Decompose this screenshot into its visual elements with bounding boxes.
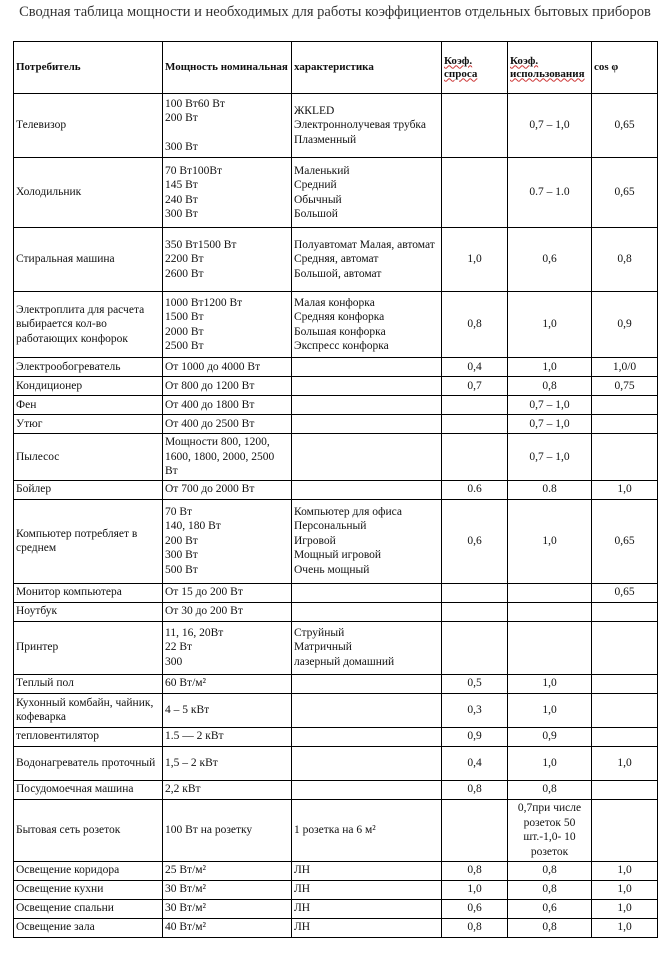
cell-characteristic: Малая конфорка Средняя конфорка Большая конфорка Экспресс конфорка [292,292,442,358]
cell-consumer: Принтер [14,621,163,674]
cell-cos: 0,65 [592,499,658,583]
header-demand [442,42,508,94]
table-row [14,727,658,746]
table-row [14,377,658,396]
cell-consumer: Телевизор [14,94,163,158]
cell-power: 60 Вт/м² [163,674,292,693]
table-row [14,918,658,937]
cell-demand [442,434,508,481]
table-row [14,415,658,434]
table-row [14,396,658,415]
table-row [14,292,658,358]
cell-characteristic: Маленький Средний Обычный Большой [292,158,442,228]
cell-cos: 0,65 [592,583,658,602]
cell-cos [592,415,658,434]
table-row [14,693,658,727]
cell-usage: 0,8 [508,918,592,937]
table-row [14,358,658,377]
cell-usage: 1,0 [508,674,592,693]
cell-power: 70 Вт100Вт 145 Вт 240 Вт 300 Вт [163,158,292,228]
cell-usage [508,602,592,621]
table-row [14,158,658,228]
cell-usage: 0,8 [508,861,592,880]
table-row [14,94,658,158]
cell-demand [442,621,508,674]
cell-demand: 0,4 [442,358,508,377]
cell-power: От 700 до 2000 Вт [163,480,292,499]
cell-usage: 0,6 [508,228,592,292]
table-title: Сводная таблица мощности и необходимых для работы коэффициентов отдельных бытовых приборов [19,4,651,20]
cell-characteristic [292,746,442,780]
cell-usage: 1,0 [508,499,592,583]
table-row [14,434,658,481]
cell-power: 1000 Вт1200 Вт 1500 Вт 2000 Вт 2500 Вт [163,292,292,358]
cell-consumer: Теплый пол [14,674,163,693]
cell-consumer: Освещение спальни [14,899,163,918]
cell-power: 100 Вт на розетку [163,799,292,861]
cell-usage: 1,0 [508,693,592,727]
cell-demand: 0.6 [442,480,508,499]
table-row [14,746,658,780]
header-consumer: Потребитель [14,42,163,94]
cell-consumer: Утюг [14,415,163,434]
cell-demand [442,583,508,602]
cell-consumer: тепловентилятор [14,727,163,746]
cell-demand: 0,5 [442,674,508,693]
cell-demand [442,158,508,228]
cell-power: 25 Вт/м² [163,861,292,880]
cell-characteristic [292,358,442,377]
cell-cos: 1,0 [592,861,658,880]
cell-cos [592,693,658,727]
cell-consumer: Кондиционер [14,377,163,396]
cell-cos [592,434,658,481]
cell-characteristic [292,674,442,693]
cell-cos [592,621,658,674]
cell-cos: 1,0 [592,480,658,499]
cell-consumer: Освещение коридора [14,861,163,880]
table-row [14,780,658,799]
cell-power: От 400 до 2500 Вт [163,415,292,434]
cell-cos: 1,0 [592,899,658,918]
header-row [14,42,658,94]
cell-cos: 1,0 [592,880,658,899]
cell-characteristic [292,396,442,415]
cell-cos [592,396,658,415]
cell-cos: 1,0 [592,918,658,937]
cell-cos: 0,65 [592,94,658,158]
cell-demand [442,396,508,415]
cell-consumer: Компьютер потребляет в среднем [14,499,163,583]
cell-consumer: Холодильник [14,158,163,228]
cell-consumer: Монитор компьютера [14,583,163,602]
table-row [14,499,658,583]
cell-characteristic: ЛН [292,861,442,880]
cell-characteristic: ЛН [292,899,442,918]
cell-characteristic [292,434,442,481]
cell-usage: 0.7 – 1.0 [508,158,592,228]
header-power: Мощность номинальная [163,42,292,94]
cell-demand [442,602,508,621]
cell-usage: 1,0 [508,746,592,780]
cell-demand [442,415,508,434]
cell-demand: 0,8 [442,292,508,358]
cell-power: 2,2 кВт [163,780,292,799]
cell-power: 30 Вт/м² [163,899,292,918]
cell-usage: 0,7 – 1,0 [508,415,592,434]
cell-consumer: Ноутбук [14,602,163,621]
table-row [14,602,658,621]
table-row [14,621,658,674]
table-row [14,899,658,918]
cell-cos [592,674,658,693]
cell-power: От 1000 до 4000 Вт [163,358,292,377]
cell-demand: 0,3 [442,693,508,727]
cell-power: 11, 16, 20Вт 22 Вт 300 [163,621,292,674]
cell-power: 350 Вт1500 Вт 2200 Вт 2600 Вт [163,228,292,292]
cell-power: От 30 до 200 Вт [163,602,292,621]
cell-cos: 0,65 [592,158,658,228]
table-row [14,674,658,693]
table-row [14,480,658,499]
cell-characteristic [292,583,442,602]
cell-characteristic: ЖКLED Электроннолучевая трубка Плазменный [292,94,442,158]
cell-usage: 0,8 [508,377,592,396]
cell-demand: 0,6 [442,499,508,583]
cell-demand: 0,8 [442,861,508,880]
cell-demand [442,94,508,158]
cell-consumer: Кухонный комбайн, чайник, кофеварка [14,693,163,727]
cell-power: 4 – 5 кВт [163,693,292,727]
cell-cos [592,727,658,746]
cell-cos: 1,0 [592,746,658,780]
cell-cos: 0,75 [592,377,658,396]
header-usage-label: Коэф. использования [510,54,585,80]
table-row [14,583,658,602]
cell-usage: 0,7при числе розеток 50 шт.-1,0- 10 розеток [508,799,592,861]
cell-cos: 0,9 [592,292,658,358]
cell-demand [442,799,508,861]
cell-demand: 0,7 [442,377,508,396]
cell-consumer: Фен [14,396,163,415]
cell-consumer: Посудомоечная машина [14,780,163,799]
table-row [14,880,658,899]
cell-consumer: Бытовая сеть розеток [14,799,163,861]
cell-demand: 1,0 [442,228,508,292]
cell-power: 1,5 – 2 кВт [163,746,292,780]
cell-usage: 0,9 [508,727,592,746]
cell-usage: 0,8 [508,780,592,799]
cell-power: 70 Вт 140, 180 Вт 200 Вт 300 Вт 500 Вт [163,499,292,583]
cell-characteristic [292,693,442,727]
cell-demand: 0,4 [442,746,508,780]
cell-power: От 800 до 1200 Вт [163,377,292,396]
cell-consumer: Освещение кухни [14,880,163,899]
cell-consumer: Освещение зала [14,918,163,937]
cell-characteristic [292,377,442,396]
cell-consumer: Стиральная машина [14,228,163,292]
table-row [14,228,658,292]
header-demand-label: Коэф. спроса [444,54,478,80]
cell-cos [592,602,658,621]
header-characteristic: характеристика [292,42,442,94]
cell-demand: 0,9 [442,727,508,746]
cell-power: 30 Вт/м² [163,880,292,899]
table-row [14,799,658,861]
cell-usage: 0.8 [508,480,592,499]
cell-power: 100 Вт60 Вт 200 Вт 300 Вт [163,94,292,158]
header-cos: cos φ [592,42,658,94]
cell-usage: 1,0 [508,292,592,358]
cell-demand: 0,8 [442,918,508,937]
cell-characteristic: ЛН [292,918,442,937]
cell-usage [508,621,592,674]
cell-characteristic [292,780,442,799]
cell-usage: 0,8 [508,880,592,899]
cell-usage: 1,0 [508,358,592,377]
cell-characteristic: ЛН [292,880,442,899]
cell-power: От 400 до 1800 Вт [163,396,292,415]
cell-demand: 0,6 [442,899,508,918]
cell-usage: 0,6 [508,899,592,918]
cell-characteristic: Полуавтомат Малая, автомат Средняя, автомат Большой, автомат [292,228,442,292]
cell-consumer: Пылесос [14,434,163,481]
cell-power: Мощности 800, 1200, 1600, 1800, 2000, 2500 Вт [163,434,292,481]
cell-usage: 0,7 – 1,0 [508,434,592,481]
cell-power: 1.5 — 2 кВт [163,727,292,746]
cell-power: 40 Вт/м² [163,918,292,937]
cell-consumer: Бойлер [14,480,163,499]
cell-cos: 0,8 [592,228,658,292]
cell-consumer: Электроплита для расчета выбирается кол-во работающих конфорок [14,292,163,358]
cell-usage [508,583,592,602]
table-row [14,861,658,880]
cell-consumer: Водонагреватель проточный [14,746,163,780]
cell-characteristic: 1 розетка на 6 м² [292,799,442,861]
power-coefficients-table [13,41,658,938]
cell-power: От 15 до 200 Вт [163,583,292,602]
cell-usage: 0,7 – 1,0 [508,94,592,158]
cell-characteristic: Струйный Матричный лазерный домашний [292,621,442,674]
cell-characteristic [292,415,442,434]
cell-characteristic [292,727,442,746]
cell-demand: 0,8 [442,780,508,799]
cell-demand: 1,0 [442,880,508,899]
cell-usage: 0,7 – 1,0 [508,396,592,415]
cell-cos [592,780,658,799]
cell-cos [592,799,658,861]
cell-characteristic [292,602,442,621]
cell-consumer: Электрообогреватель [14,358,163,377]
cell-characteristic [292,480,442,499]
cell-cos: 1,0/0 [592,358,658,377]
header-usage [508,42,592,94]
cell-characteristic: Компьютер для офиса Персональный Игровой Мощный игровой Очень мощный [292,499,442,583]
